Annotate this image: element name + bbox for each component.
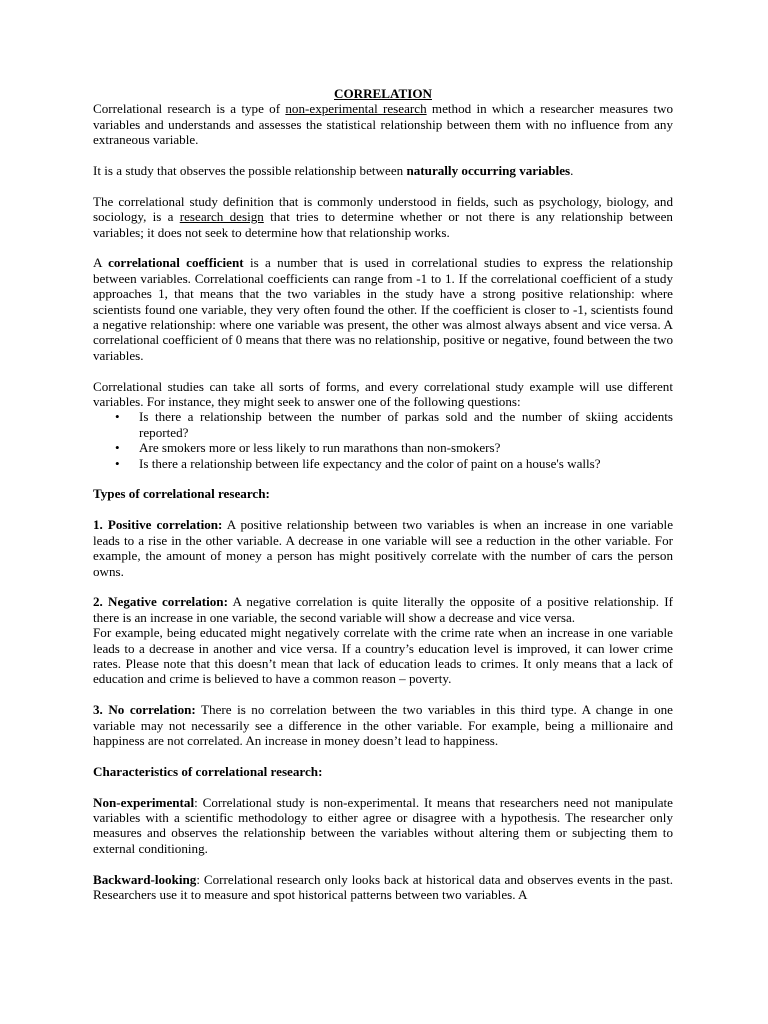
- question-text: Are smokers more or less likely to run marathons than non-smokers?: [139, 440, 501, 456]
- study-text-pre: It is a study that observes the possible relationship between: [93, 163, 407, 179]
- coefficient-text-post: is a number that is used in correlational studies to express the relationship between variables. Correlational coefficients can range from -1 to 1. If the correlational coefficient of a study approaches 1, that means that the two variables in the study have a strong positive relationship: where scientists found one variable, they very often found the other. If the coefficient is closer to -1, scientists found a negative relationship: where one variable was present, the other was almost always absent and vice versa. A correlational coefficient of 0 means that there was no relationship, positive or negative, found between the two variables.: [93, 255, 673, 363]
- question-text: Is there a relationship between life expectancy and the color of paint on a house's walls?: [139, 455, 601, 471]
- questions-list: [93, 409, 673, 471]
- document-title: CORRELATION: [334, 86, 432, 101]
- intro-text-post: method in which a researcher measures two variables and understands and assesses the statistical relationship between them with no influence from any extraneous variable.: [93, 101, 674, 148]
- coefficient-text-pre: A: [93, 255, 109, 271]
- definition-text-post: that tries to determine whether or not there is any relationship between variables; it does not seek to determine how that relationship works.: [93, 209, 673, 240]
- document-page: [93, 86, 673, 918]
- bullet-icon: •: [115, 409, 120, 425]
- types-heading-text: Types of correlational research:: [93, 486, 270, 502]
- question-text: Is there a relationship between the number of parkas sold and the number of skiing accidents reported?: [139, 409, 673, 440]
- negative-correlation-text: A negative correlation is quite literally the opposite of a positive relationship. If there is an increase in one variable, the second variable will show a decrease and vice versa.: [93, 594, 674, 625]
- bullet-icon: •: [115, 455, 120, 471]
- no-correlation-paragraph: [93, 702, 673, 748]
- positive-correlation-text: A positive relationship between two variables is when an increase in one variable leads to a rise in the other variable. A decrease in one variable will see a reduction in the other variable. For example, the amount of money a person has might positively correlate with the number of cars the person owns.: [93, 517, 673, 579]
- characteristics-heading-text: Characteristics of correlational research:: [93, 763, 323, 779]
- non-experimental-paragraph: [93, 795, 673, 857]
- non-experimental-text: : Correlational study is non-experimental. It means that researchers need not manipulate variables with a scientific methodology to either agree or disagree with a hypothesis. The researcher only measures and observes the relationship between the variables without altering them or subjecting them to external conditioning.: [93, 794, 673, 856]
- definition-text-pre: The correlational study definition that is commonly understood in fields, such as psychology, biology, and sociology, is a: [93, 193, 673, 225]
- coefficient-bold-term: correlational coefficient: [108, 255, 244, 271]
- non-experimental-research-link[interactable]: non-experimental research: [285, 101, 427, 117]
- study-text-post: .: [570, 163, 574, 179]
- intro-paragraph: [93, 101, 673, 147]
- coefficient-paragraph: [93, 255, 673, 363]
- no-correlation-text: There is no correlation between the two variables in this third type. A change in one variable may not necessarily see a difference in the other variable. For example, being a millionaire and happiness are not correlated. An increase in money doesn’t lead to happiness.: [93, 702, 673, 748]
- negative-example-paragraph: For example, being educated might negatively correlate with the crime rate when an increase in one variable leads to a decrease in another and vice versa. If a country’s education level is improved, it can lower crime rates. Please note that this doesn’t mean that lack of education leads to crimes. It only means that a lack of education and crime is believed to have a common reason – poverty.: [93, 625, 673, 687]
- study-paragraph: [93, 163, 673, 178]
- backward-looking-label: Backward-looking: [93, 871, 197, 887]
- types-heading: [93, 486, 673, 501]
- definition-paragraph: [93, 194, 673, 240]
- research-design-link[interactable]: research design: [179, 209, 264, 225]
- non-experimental-label: Non-experimental: [93, 794, 195, 810]
- study-bold-term: naturally occurring variables: [406, 163, 571, 179]
- forms-paragraph: Correlational studies can take all sorts of forms, and every correlational study example will use different variables. For instance, they might seek to answer one of the following questions:: [93, 378, 673, 410]
- list-item: [93, 456, 673, 471]
- intro-text-pre: Correlational research is a type of: [93, 101, 286, 117]
- characteristics-heading: [93, 764, 673, 779]
- no-correlation-label: 3. No correlation:: [93, 702, 196, 718]
- list-item: [93, 440, 673, 455]
- positive-correlation-label: 1. Positive correlation:: [93, 517, 223, 533]
- negative-correlation-label: 2. Negative correlation:: [93, 594, 228, 610]
- bullet-icon: •: [115, 440, 120, 456]
- backward-looking-text: : Correlational research only looks back at historical data and observes events in the past. Researchers use it to measure and spot historical patterns between two variables. A: [93, 871, 673, 902]
- positive-correlation-paragraph: [93, 517, 673, 579]
- negative-correlation-paragraph: [93, 594, 673, 625]
- backward-looking-paragraph: [93, 872, 673, 903]
- list-item: [93, 409, 673, 440]
